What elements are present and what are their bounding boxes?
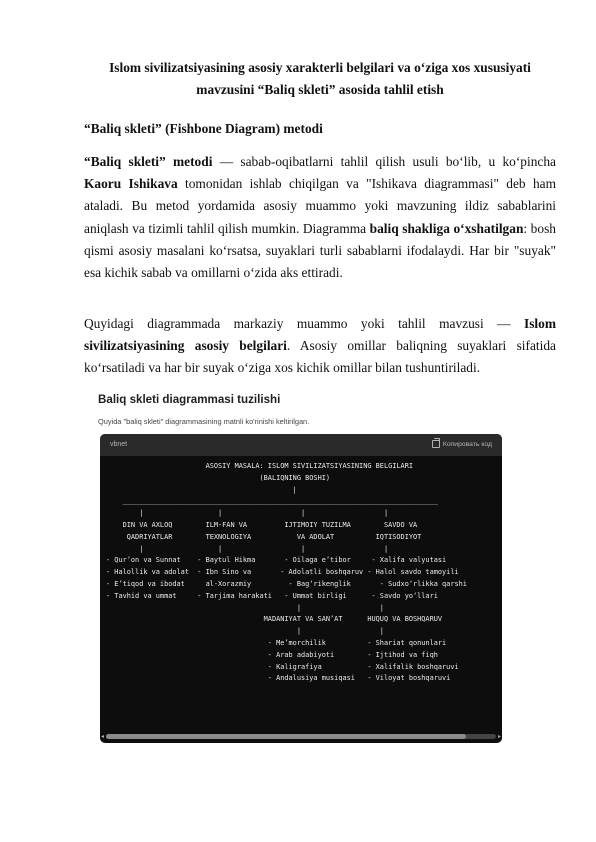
- scrollbar-thumb[interactable]: [106, 734, 466, 739]
- method-heading: “Baliq skleti” (Fishbone Diagram) metodi: [84, 121, 323, 136]
- code-line: - Tavhid va ummat - Tarjima harakati - Ummat birligi - Savdo yo‘llari: [106, 591, 438, 600]
- para1-text-3: : bosh qismi asosiy masalani ko‘rsatsa, suyaklari turli sabablarni ifodalaydi. Har bir "suyak" esa kichik sabab va omillarni o‘zida aks ettiradi.: [84, 220, 556, 281]
- horizontal-scrollbar[interactable]: [101, 733, 501, 740]
- code-line: - Arab adabiyoti - Ijtihod va fiqh: [106, 650, 438, 659]
- shape-phrase: baliq shakliga o‘xshatilgan: [369, 220, 524, 236]
- code-line: - Andalusiya musiqasi - Viloyat boshqaruvi: [106, 674, 451, 683]
- document-title-line-2: mavzusini “Baliq skleti” asosida tahlil etish: [196, 82, 444, 97]
- code-line: - Halollik va adolat - Ibn Sino va - Adolatli boshqaruv - Halol savdo tamoyili: [106, 568, 459, 577]
- code-line: - Me’morchilik - Shariat qonunlari: [106, 638, 447, 647]
- code-line: - Kaligrafiya - Xalifalik boshqaruvi: [106, 662, 459, 671]
- section-title: Baliq skleti diagrammasi tuzilishi: [98, 393, 281, 406]
- section-caption: Quyida "baliq skleti" diagrammasining matnli ko'rinishi keltirilgan.: [98, 417, 310, 426]
- paragraph-method-description: [84, 151, 556, 284]
- author-name: Kaoru Ishikava: [84, 176, 178, 192]
- scroll-right-arrow-icon[interactable]: ▸: [497, 733, 501, 740]
- code-block-header: [100, 434, 502, 456]
- copy-icon: [432, 440, 440, 448]
- para1-text-2: tomonidan ishlab chiqilgan va "Ishikava diagrammasi" deb ham ataladi. Bu metod yordamida asosiy muammo yoki mavzuning ildiz sabablarini aniqlash va tizimli tahlil qilish mumkin. Diagramma: [84, 176, 557, 236]
- term-baliq-skleti: “Baliq skleti” metodi: [84, 154, 213, 169]
- copy-code-button[interactable]: [432, 440, 492, 448]
- central-topic: Islom sivilizatsiyasining asosiy belgilari: [84, 316, 556, 354]
- code-line: ____________________________________________________________________________: [106, 497, 438, 506]
- para1-text-1: — sabab-oqibatlarni tahlil qilish usuli bo‘lib, u ko‘pincha: [212, 154, 556, 169]
- code-line: | | | |: [106, 509, 389, 518]
- code-line: DIN VA AXLOQ ILM-FAN VA IJTIMOIY TUZILMA SAVDO VA: [106, 520, 418, 529]
- code-line: | |: [106, 603, 384, 612]
- code-line: QADRIYATLAR TEXNOLOGIYA VA ADOLAT IQTISODIYOT: [106, 532, 422, 541]
- paragraph-diagram-intro: [84, 313, 556, 380]
- code-line: |: [106, 485, 297, 494]
- code-content: [106, 461, 467, 685]
- para2-text-2: . Asosiy omillar baliqning suyaklari sifatida ko‘rsatiladi va har bir suyak o‘ziga xos kichik omillar bilan tushuntiriladi.: [84, 338, 556, 376]
- code-line: ASOSIY MASALA: ISLOM SIVILIZATSIYASINING BELGILARI: [106, 462, 413, 470]
- para2-text-1: Quyidagi diagrammada markaziy muammo yoki tahlil mavzusi —: [84, 316, 524, 331]
- copy-code-label: Копировать код: [442, 440, 492, 448]
- code-line: - E’tiqod va ibodat al-Xorazmiy - Bag‘rikenglik - Sudxo‘rlikka qarshi: [106, 579, 467, 588]
- code-line: MADANIYAT VA SAN’AT HUQUQ VA BOSHQARUV: [106, 615, 443, 624]
- scroll-left-arrow-icon[interactable]: ◂: [101, 733, 105, 740]
- code-line: | |: [106, 627, 384, 636]
- code-line: | | | |: [106, 544, 389, 553]
- code-language-label: vbnet: [110, 441, 128, 448]
- code-line: (BALIQNING BOSHI): [106, 473, 331, 482]
- document-title-line-1: Islom sivilizatsiyasining asosiy xarakterli belgilari va o‘ziga xos xususiyati: [109, 60, 531, 75]
- code-line: - Qur’on va Sunnat - Baytul Hikma - Oilaga e’tibor - Xalifa valyutasi: [106, 556, 447, 565]
- code-block: [100, 434, 502, 743]
